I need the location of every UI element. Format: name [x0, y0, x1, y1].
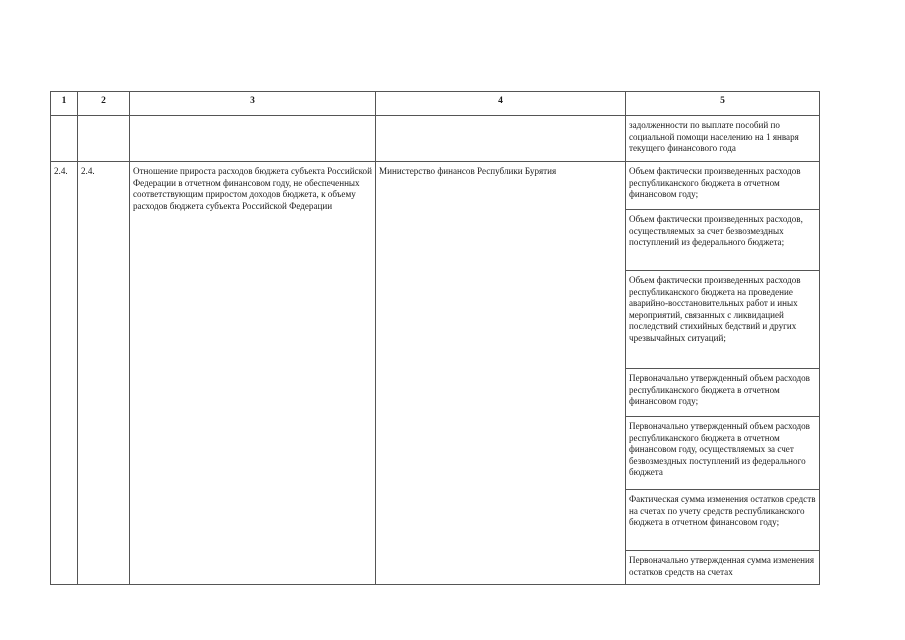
cell-indicator-name: Отношение прироста расходов бюджета субъекта Российской Федерации в отчетном финансовом году, не обеспеченных соответствующим приростом доходов бюджета, к объему расходов бюджета субъекта Российской Федерации: [130, 162, 376, 585]
table-header-row: [51, 92, 820, 116]
cell-source-item: Объем фактически произведенных расходов республиканского бюджета в отчетном финансовом году;: [626, 162, 820, 210]
cell-empty: [130, 116, 376, 162]
cell-empty: [51, 116, 78, 162]
indicators-table: [50, 91, 820, 585]
cell-source-item: Первоначально утвержденный объем расходов республиканского бюджета в отчетном финансовом году;: [626, 369, 820, 417]
cell-source-item: Объем фактически произведенных расходов, осуществляемых за счет безвозмездных поступлений из федерального бюджета;: [626, 210, 820, 271]
cell-source-item: Объем фактически произведенных расходов республиканского бюджета на проведение аварийно-восстановительных работ и иных мероприятий, связанных с ликвидацией последствий стихийных бедствий и других чрезвычайных ситуаций;: [626, 271, 820, 369]
cell-responsible-body: Министерство финансов Республики Бурятия: [376, 162, 626, 585]
cell-source-item: Первоначально утвержденная сумма изменения остатков средств на счетах: [626, 551, 820, 585]
cell-empty: [376, 116, 626, 162]
header-col-2: 2: [78, 92, 130, 116]
cell-source-item: Первоначально утвержденный объем расходов республиканского бюджета в отчетном финансовом году, осуществляемых за счет безвозмездных поступлений из федерального бюджета: [626, 417, 820, 490]
table-row: [51, 162, 820, 210]
header-col-1: 1: [51, 92, 78, 116]
cell-row-number: 2.4.: [51, 162, 78, 585]
cell-empty: [78, 116, 130, 162]
cell-indicator-number: 2.4.: [78, 162, 130, 585]
cell-continuation-text: задолженности по выплате пособий по социальной помощи населению на 1 января текущего финансового года: [626, 116, 820, 162]
cell-source-item: Фактическая сумма изменения остатков средств на счетах по учету средств республиканского бюджета в отчетном финансовом году;: [626, 490, 820, 551]
table-row-continuation: [51, 116, 820, 162]
header-col-3: 3: [130, 92, 376, 116]
header-col-5: 5: [626, 92, 820, 116]
header-col-4: 4: [376, 92, 626, 116]
